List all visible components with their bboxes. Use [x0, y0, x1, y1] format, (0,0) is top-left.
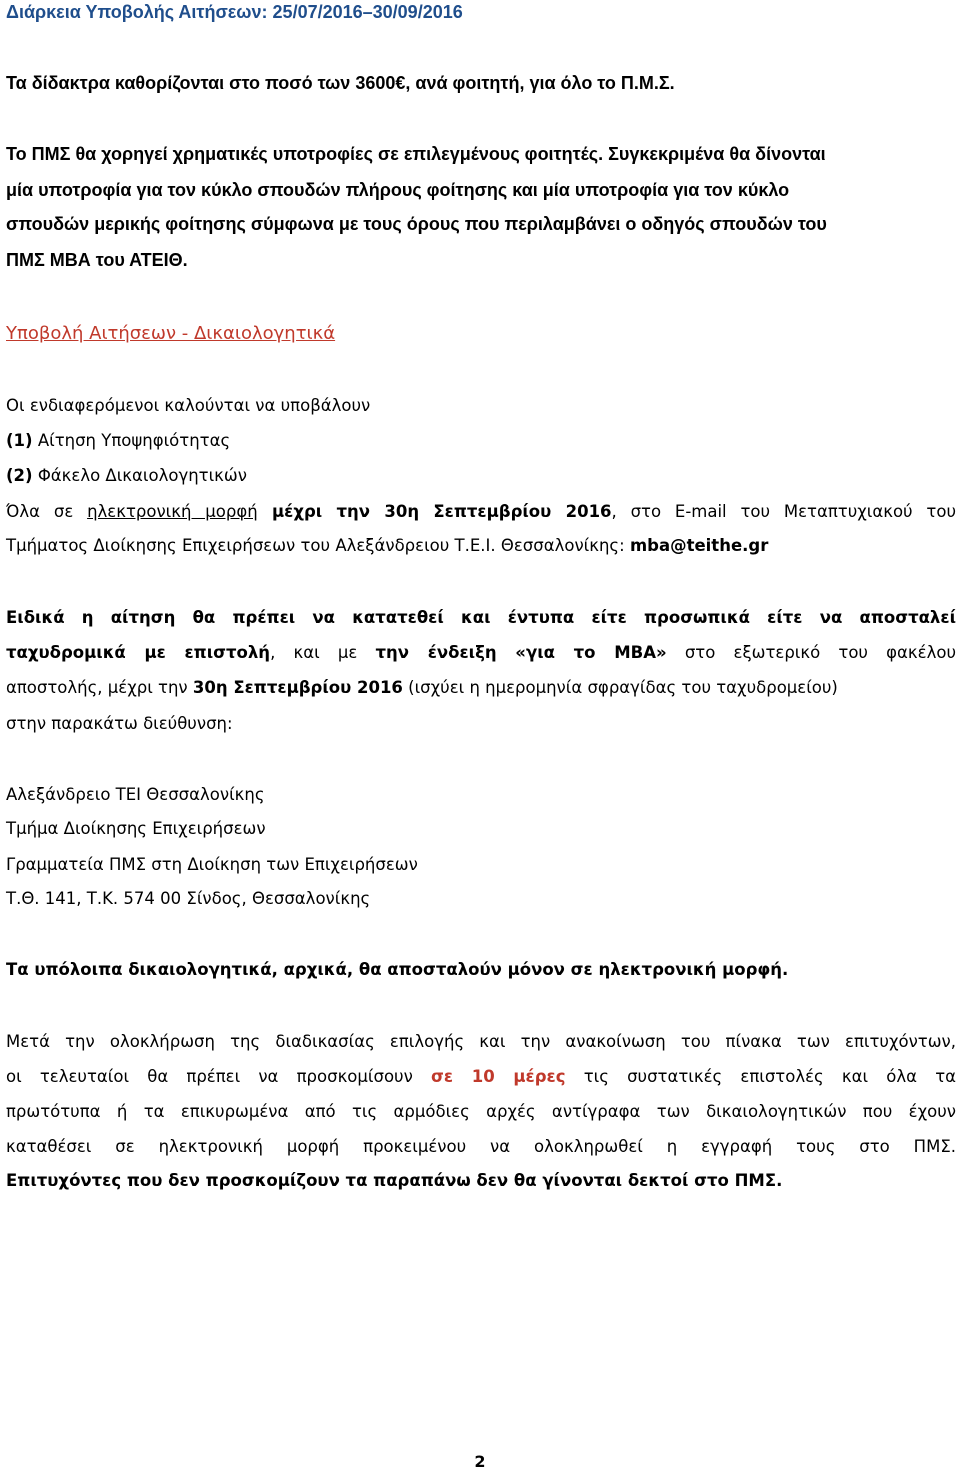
period-label: Διάρκεια Υποβολής Αιτήσεων:	[6, 2, 268, 22]
submission-line-2	[6, 536, 956, 555]
address-line: Τ.Θ. 141, Τ.Κ. 574 00 Σίνδος, Θεσσαλονίκης	[6, 889, 371, 908]
printed-deadline: 30η Σεπτεμβρίου 2016	[192, 678, 403, 697]
list-item	[6, 431, 956, 450]
printed-text: στο εξωτερικό του φακέλου	[666, 643, 956, 662]
electronic-form-text: ηλεκτρονική μορφή	[87, 502, 258, 521]
scholarship-line-1: Το ΠΜΣ θα χορηγεί χρηματικές υποτροφίες σε επιλεγμένους φοιτητές. Συγκεκριμένα θα δίνονται	[6, 144, 826, 164]
remaining-docs-line: Τα υπόλοιπα δικαιολογητικά, αρχικά, θα αποσταλούν μόνον σε ηλεκτρονική μορφή.	[6, 960, 789, 979]
scholarship-line-4: ΠΜΣ ΜΒΑ του ΑΤΕΙΘ.	[6, 250, 188, 270]
printed-line-4: στην παρακάτω διεύθυνση:	[6, 714, 233, 733]
scholarship-line-3: σπουδών μερικής φοίτησης σύμφωνα με τους όρους που περιλαμβάνει ο οδηγός σπουδών του	[6, 214, 827, 234]
address-line: Αλεξάνδρειο ΤΕΙ Θεσσαλονίκης	[6, 785, 265, 804]
email-address: mba@teithe.gr	[629, 536, 769, 555]
submission-line-1	[6, 502, 956, 521]
final-line-3: πρωτότυπα ή τα επικυρωμένα από τις αρμόδιες αρχές αντίγραφα των δικαιολογητικών που έχουν	[6, 1102, 956, 1121]
final-line-5: Επιτυχόντες που δεν προσκομίζουν τα παραπάνω δεν θα γίνονται δεκτοί στο ΠΜΣ.	[6, 1171, 783, 1190]
final-line-1: Μετά την ολοκλήρωση της διαδικασίας επιλογής και την ανακοίνωση του πίνακα των επιτυχόντων,	[6, 1032, 956, 1051]
printed-text: ταχυδρομικά με επιστολή	[6, 643, 271, 662]
department-text: Τμήματος Διοίκησης Επιχειρήσεων του Αλεξάνδρειου Τ.Ε.Ι. Θεσσαλονίκης:	[6, 536, 630, 555]
printed-line-1: Ειδικά η αίτηση θα πρέπει να κατατεθεί και έντυπα είτε προσωπικά είτε να αποσταλεί	[6, 608, 956, 627]
mba-label-text: την ένδειξη «για το ΜΒΑ»	[375, 643, 667, 662]
printed-text: αποστολής, μέχρι την	[6, 678, 193, 697]
printed-text: , και με	[270, 643, 376, 662]
address-line: Τμήμα Διοίκησης Επιχειρήσεων	[6, 819, 266, 838]
scholarship-line-2: μία υποτροφία για τον κύκλο σπουδών πλήρους φοίτησης και μία υποτροφία για τον κύκλο	[6, 180, 790, 200]
final-text: οι τελευταίοι θα πρέπει να προσκομίσουν	[6, 1067, 431, 1086]
printed-line-2	[6, 643, 956, 662]
intro-line: Οι ενδιαφερόμενοι καλούνται να υποβάλουν	[6, 396, 371, 415]
period-line	[6, 2, 956, 23]
item-text: Αίτηση Υποψηφιότητας	[32, 431, 231, 450]
final-line-2	[6, 1067, 956, 1086]
ten-days-text: σε 10 μέρες	[431, 1067, 566, 1086]
item-number: (1)	[6, 431, 33, 450]
section-title: Υποβολή Αιτήσεων - Δικαιολογητικά	[6, 323, 336, 344]
submission-text: Όλα σε	[6, 502, 88, 521]
page-number: 2	[474, 1452, 486, 1471]
item-text: Φάκελο Δικαιολογητικών	[32, 466, 247, 485]
item-number: (2)	[6, 466, 33, 485]
final-text: τις συστατικές επιστολές και όλα τα	[565, 1067, 956, 1086]
printed-text: (ισχύει η ημερομηνία σφραγίδας του ταχυδρομείου)	[402, 678, 838, 697]
address-line: Γραμματεία ΠΜΣ στη Διοίκηση των Επιχειρήσεων	[6, 855, 418, 874]
deadline-text: μέχρι την 30η Σεπτεμβρίου 2016	[257, 502, 612, 521]
printed-line-3	[6, 678, 956, 697]
period-dates: 25/07/2016–30/09/2016	[272, 2, 463, 22]
final-line-4: καταθέσει σε ηλεκτρονική μορφή προκειμένου να ολοκληρωθεί η εγγραφή τους στο ΠΜΣ.	[6, 1137, 956, 1156]
submission-text: , στο E-mail του Μεταπτυχιακού του	[611, 502, 956, 521]
list-item	[6, 466, 956, 485]
fees-line: Τα δίδακτρα καθορίζονται στο ποσό των 3600€, ανά φοιτητή, για όλο το Π.Μ.Σ.	[6, 73, 675, 93]
